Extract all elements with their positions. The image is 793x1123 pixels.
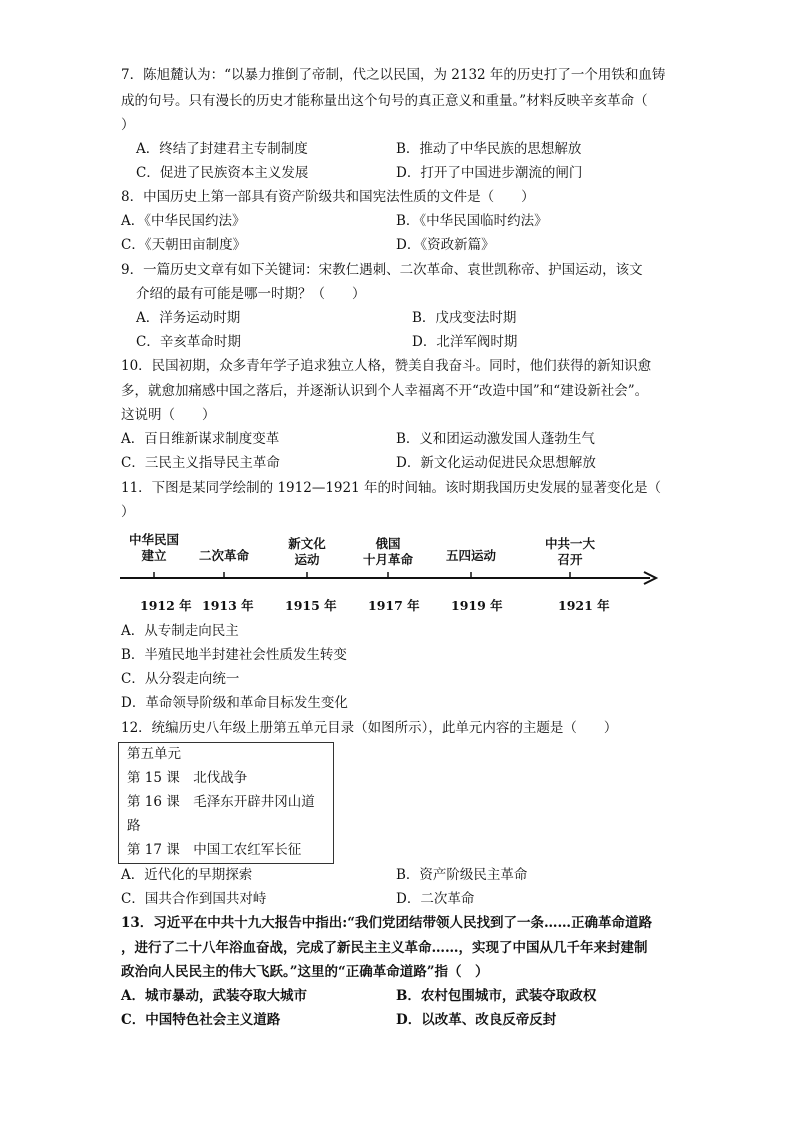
q9-option-c: C．辛亥革命时期	[136, 334, 241, 350]
timeline-event-label: 新文化	[288, 536, 326, 551]
q7-option-a: A．终结了封建君主专制制度	[136, 141, 308, 157]
q8-option-c: C．《天朝田亩制度》	[121, 237, 247, 253]
q10-stem-line3: 这说明（ ）	[121, 407, 216, 423]
lesson-15: 第 15 课 北伐战争	[127, 770, 248, 786]
timeline-year-1921: 1921 年	[558, 598, 610, 613]
q7-stem-line1: 7．陈旭麓认为：“以暴力推倒了帝制，代之以民国，为 2132 年的历史打了一个用铁和血铸	[121, 67, 666, 83]
q9-option-a: A．洋务运动时期	[136, 310, 241, 326]
unit-title: 第五单元	[127, 746, 181, 762]
q8-option-b: B．《中华民国临时约法》	[396, 213, 548, 229]
unit-contents-box	[118, 742, 334, 864]
timeline-event-1912	[124, 532, 184, 564]
q13-stem-line1: 13．习近平在中共十九大报告中指出:“我们党团结带领人民找到了一条……正确革命道路	[121, 915, 653, 931]
lesson-16-cont: 路	[127, 818, 141, 834]
timeline-year-1912: 1912 年	[140, 598, 192, 613]
q12-stem: 12．统编历史八年级上册第五单元目录（如图所示），此单元内容的主题是（ ）	[121, 720, 618, 736]
timeline-event-label: 召开	[557, 552, 583, 567]
q9-option-b: B．戊戌变法时期	[412, 310, 517, 326]
q9-stem-line2: 介绍的最有可能是哪一时期？（ ）	[136, 286, 366, 302]
timeline-event-1921	[540, 536, 600, 568]
timeline-event-1919	[441, 548, 501, 564]
q11-option-b: B．半殖民地半封建社会性质发生转变	[121, 647, 347, 663]
timeline-year-1915: 1915 年	[285, 598, 337, 613]
q7-stem-line3: ）	[121, 117, 135, 133]
lesson-16: 第 16 课 毛泽东开辟井冈山道	[127, 794, 315, 810]
timeline-event-1917	[358, 536, 418, 568]
timeline-year-1913: 1913 年	[202, 598, 254, 613]
q12-option-c: C．国共合作到国共对峙	[121, 891, 267, 907]
q12-option-b: B．资产阶级民主革命	[396, 867, 528, 883]
q7-option-c: C．促进了民族资本主义发展	[136, 165, 309, 181]
timeline-figure	[118, 530, 666, 618]
q8-option-a: A．《中华民国约法》	[121, 213, 246, 229]
q7-option-b: B．推动了中华民族的思想解放	[396, 141, 582, 157]
q12-option-d: D．二次革命	[396, 891, 475, 907]
timeline-event-label: 十月革命	[362, 552, 413, 567]
q7-option-d: D．打开了中国进步潮流的闸门	[396, 165, 583, 181]
timeline-event-label: 俄国	[375, 536, 401, 551]
q13-stem-line3: 政治向人民民主的伟大飞跃。”这里的“正确革命道路”指（ ）	[121, 964, 489, 980]
timeline-event-label: 中华民国	[128, 532, 179, 547]
q10-stem-line1: 10．民国初期，众多青年学子追求独立人格，赞美自我奋斗。同时，他们获得的新知识愈	[121, 358, 652, 374]
q11-option-a: A．从专制走向民主	[121, 623, 239, 639]
q10-option-b: B．义和团运动激发国人蓬勃生气	[396, 431, 595, 447]
q11-option-d: D．革命领导阶级和革命目标发生变化	[121, 695, 348, 711]
q11-option-c: C．从分裂走向统一	[121, 671, 240, 687]
timeline-event-label: 运动	[294, 552, 320, 567]
timeline-event-1915	[277, 536, 337, 568]
q13-stem-line2: ，进行了二十八年浴血奋战，完成了新民主主义革命……，实现了中国从几千年来封建制	[121, 940, 648, 956]
q9-stem-line1: 9．一篇历史文章有如下关键词：宋教仁遇刺、二次革命、袁世凯称帝、护国运动，该文	[121, 262, 643, 278]
timeline-event-label: 二次革命	[198, 548, 249, 563]
q10-stem-line2: 多，就愈加痛感中国之落后，并逐渐认识到个人幸福离不开“改造中国”和“建设新社会”。	[121, 383, 649, 399]
q9-option-d: D．北洋军阀时期	[412, 334, 518, 350]
q11-stem-line2: ）	[121, 504, 135, 520]
q10-option-a: A．百日维新谋求制度变革	[121, 431, 280, 447]
q13-option-b: B．农村包围城市，武装夺取政权	[396, 988, 597, 1004]
q11-stem-line1: 11．下图是某同学绘制的 1912—1921 年的时间轴。该时期我国历史发展的显著变化是（	[121, 480, 661, 496]
q12-option-a: A．近代化的早期探索	[121, 867, 253, 883]
timeline-event-label: 建立	[141, 548, 167, 563]
timeline-year-1917: 1917 年	[368, 598, 420, 613]
timeline-event-label: 中共一大	[544, 536, 595, 551]
lesson-17: 第 17 课 中国工农红军长征	[127, 842, 302, 858]
timeline-event-label: 五四运动	[445, 548, 496, 563]
timeline-year-1919: 1919 年	[451, 598, 503, 613]
q10-option-c: C．三民主义指导民主革命	[121, 455, 280, 471]
q13-option-d: D．以改革、改良反帝反封	[396, 1012, 557, 1028]
q8-stem: 8．中国历史上第一部具有资产阶级共和国宪法性质的文件是（ ）	[121, 189, 535, 205]
q8-option-d: D．《资政新篇》	[396, 237, 495, 253]
q10-option-d: D．新文化运动促进民众思想解放	[396, 455, 596, 471]
q7-stem-line2: 成的句号。只有漫长的历史才能称量出这个句号的真正意义和重量。”材料反映辛亥革命（	[121, 93, 648, 109]
q13-option-a: A．城市暴动，武装夺取大城市	[121, 988, 307, 1004]
timeline-event-1913	[194, 548, 254, 564]
q13-option-c: C．中国特色社会主义道路	[121, 1012, 281, 1028]
